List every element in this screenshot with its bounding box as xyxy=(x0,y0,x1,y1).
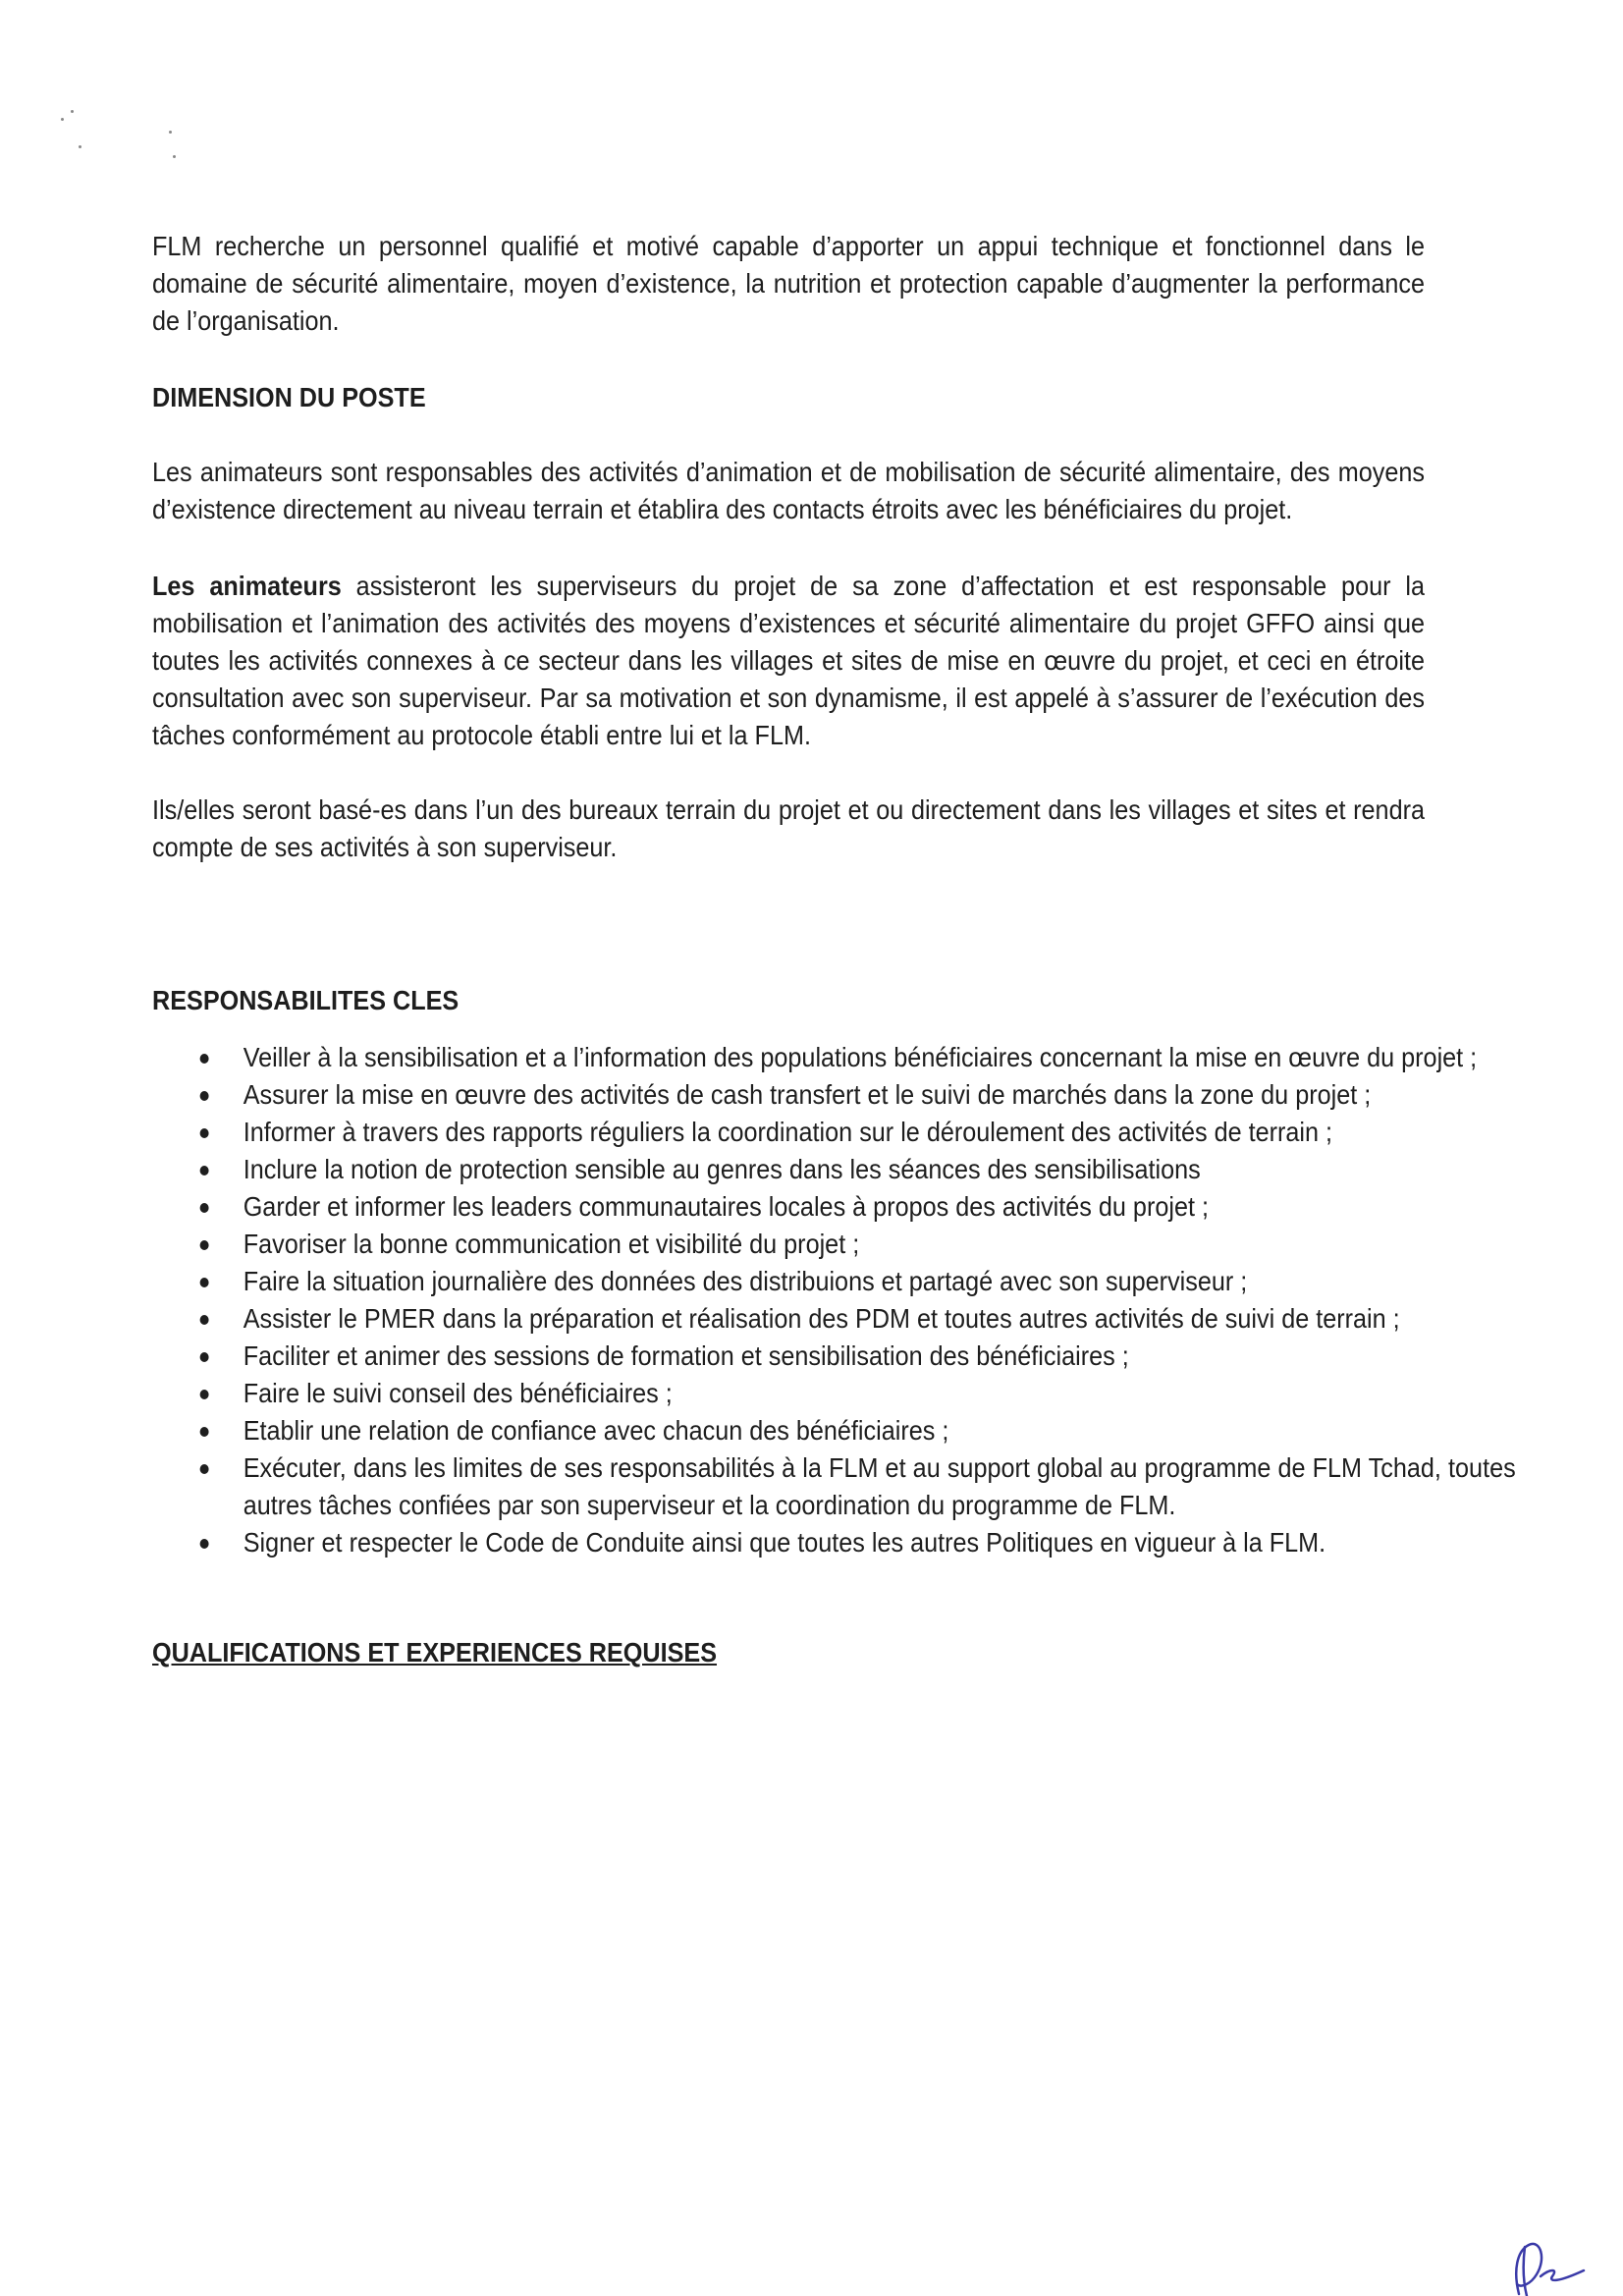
intro-paragraph: FLM recherche un personnel qualifié et motivé capable d’apporter un appui technique et fonctionnel dans le domaine de sécurité alimentaire, moyen d’existence, la nutrition et protection capable d’augmenter la performance de l’organisation. xyxy=(152,231,1425,336)
paragraph-text: assisteront les superviseurs du projet de sa zone d’affectation et est responsable pour la mobilisation et l’animation des activités des moyens d’existences et sécurité alimentaire du projet GFFO ainsi que toutes les activités connexes à ce secteur dans les villages et sites de mise en œuvre du projet, et ceci en étroite consultation avec son superviseur. Par sa motivation et son dynamisme, il est appelé à s’assurer de l’exécution des tâches conformément au protocole établi entre lui et la FLM. xyxy=(152,571,1425,750)
list-item-text: Signer et respecter le Code de Conduite ainsi que toutes les autres Politiques en vigueur à la FLM. xyxy=(243,1527,1326,1558)
list-item xyxy=(152,1263,1516,1300)
section-heading-qualifications: QUALIFICATIONS ET EXPERIENCES REQUISES xyxy=(152,1637,718,1667)
section-heading-responsabilites: RESPONSABILITES CLES xyxy=(152,985,460,1015)
list-item-text: Veiller à la sensibilisation et a l’information des populations bénéficiaires concernant la mise en œuvre du projet ; xyxy=(243,1042,1478,1072)
list-item-text: Etablir une relation de confiance avec chacun des bénéficiaires ; xyxy=(243,1415,949,1446)
list-item-text: Favoriser la bonne communication et visibilité du projet ; xyxy=(243,1229,860,1259)
list-item xyxy=(152,1524,1516,1561)
bullet-icon xyxy=(200,1464,209,1474)
signature-initials xyxy=(1507,2241,1586,2296)
dimension-paragraph-1: Les animateurs sont responsables des activités d’animation et de mobilisation de sécurité alimentaire, des moyens d’existence directement au niveau terrain et établira des contacts étroits avec les bénéficiaires du projet. xyxy=(152,457,1425,524)
list-item-text: Assister le PMER dans la préparation et réalisation des PDM et toutes autres activités de suivi de terrain ; xyxy=(243,1303,1400,1334)
bullet-icon xyxy=(200,1203,209,1213)
list-item xyxy=(152,1338,1516,1375)
list-item-text: Faciliter et animer des sessions de formation et sensibilisation des bénéficiaires ; xyxy=(243,1340,1129,1371)
bullet-icon xyxy=(200,1240,209,1250)
bullet-icon xyxy=(200,1128,209,1138)
list-item xyxy=(152,1449,1516,1524)
list-item-text: Faire la situation journalière des données des distribuions et partagé avec son superviseur ; xyxy=(243,1266,1248,1296)
list-item-text: Informer à travers des rapports réguliers la coordination sur le déroulement des activités de terrain ; xyxy=(243,1117,1333,1147)
list-item xyxy=(152,1188,1516,1226)
section-heading-dimension: DIMENSION DU POSTE xyxy=(152,382,426,412)
list-item xyxy=(152,1300,1516,1338)
bullet-icon xyxy=(200,1091,209,1101)
bullet-icon xyxy=(200,1166,209,1175)
list-item-text: Exécuter, dans les limites de ses responsabilités à la FLM et au support global au programme de FLM Tchad, toutes autres tâches confiées par son superviseur et la coordination du programme de FLM. xyxy=(243,1452,1516,1520)
list-item xyxy=(152,1375,1516,1412)
list-item-text: Inclure la notion de protection sensible au genres dans les séances des sensibilisations xyxy=(243,1154,1201,1184)
bullet-icon xyxy=(200,1539,209,1549)
scan-speck xyxy=(71,110,74,113)
list-item xyxy=(152,1039,1516,1076)
bullet-icon xyxy=(200,1278,209,1287)
scan-speck xyxy=(169,131,172,134)
bold-lead-text: Les animateurs xyxy=(152,571,342,601)
list-item xyxy=(152,1114,1516,1151)
responsibilities-list xyxy=(152,1039,1516,1561)
list-item xyxy=(152,1151,1516,1188)
bullet-icon xyxy=(200,1390,209,1399)
scan-speck xyxy=(61,118,64,121)
bullet-icon xyxy=(200,1427,209,1437)
list-item-text: Faire le suivi conseil des bénéficiaires ; xyxy=(243,1378,673,1408)
document-body xyxy=(152,228,1516,1671)
list-item xyxy=(152,1076,1516,1114)
list-item-text: Garder et informer les leaders communautaires locales à propos des activités du projet ; xyxy=(243,1191,1209,1222)
bullet-icon xyxy=(200,1315,209,1325)
dimension-paragraph-2 xyxy=(152,568,1425,754)
dimension-paragraph-3: Ils/elles seront basé-es dans l’un des bureaux terrain du projet et ou directement dans les villages et sites et rendra compte de ses activités à son superviseur. xyxy=(152,794,1425,862)
bullet-icon xyxy=(200,1054,209,1064)
bullet-icon xyxy=(200,1352,209,1362)
scan-speck xyxy=(173,155,176,158)
scan-speck xyxy=(79,145,81,148)
list-item xyxy=(152,1412,1516,1449)
list-item-text: Assurer la mise en œuvre des activités de cash transfert et le suivi de marchés dans la zone du projet ; xyxy=(243,1079,1372,1110)
list-item xyxy=(152,1226,1516,1263)
